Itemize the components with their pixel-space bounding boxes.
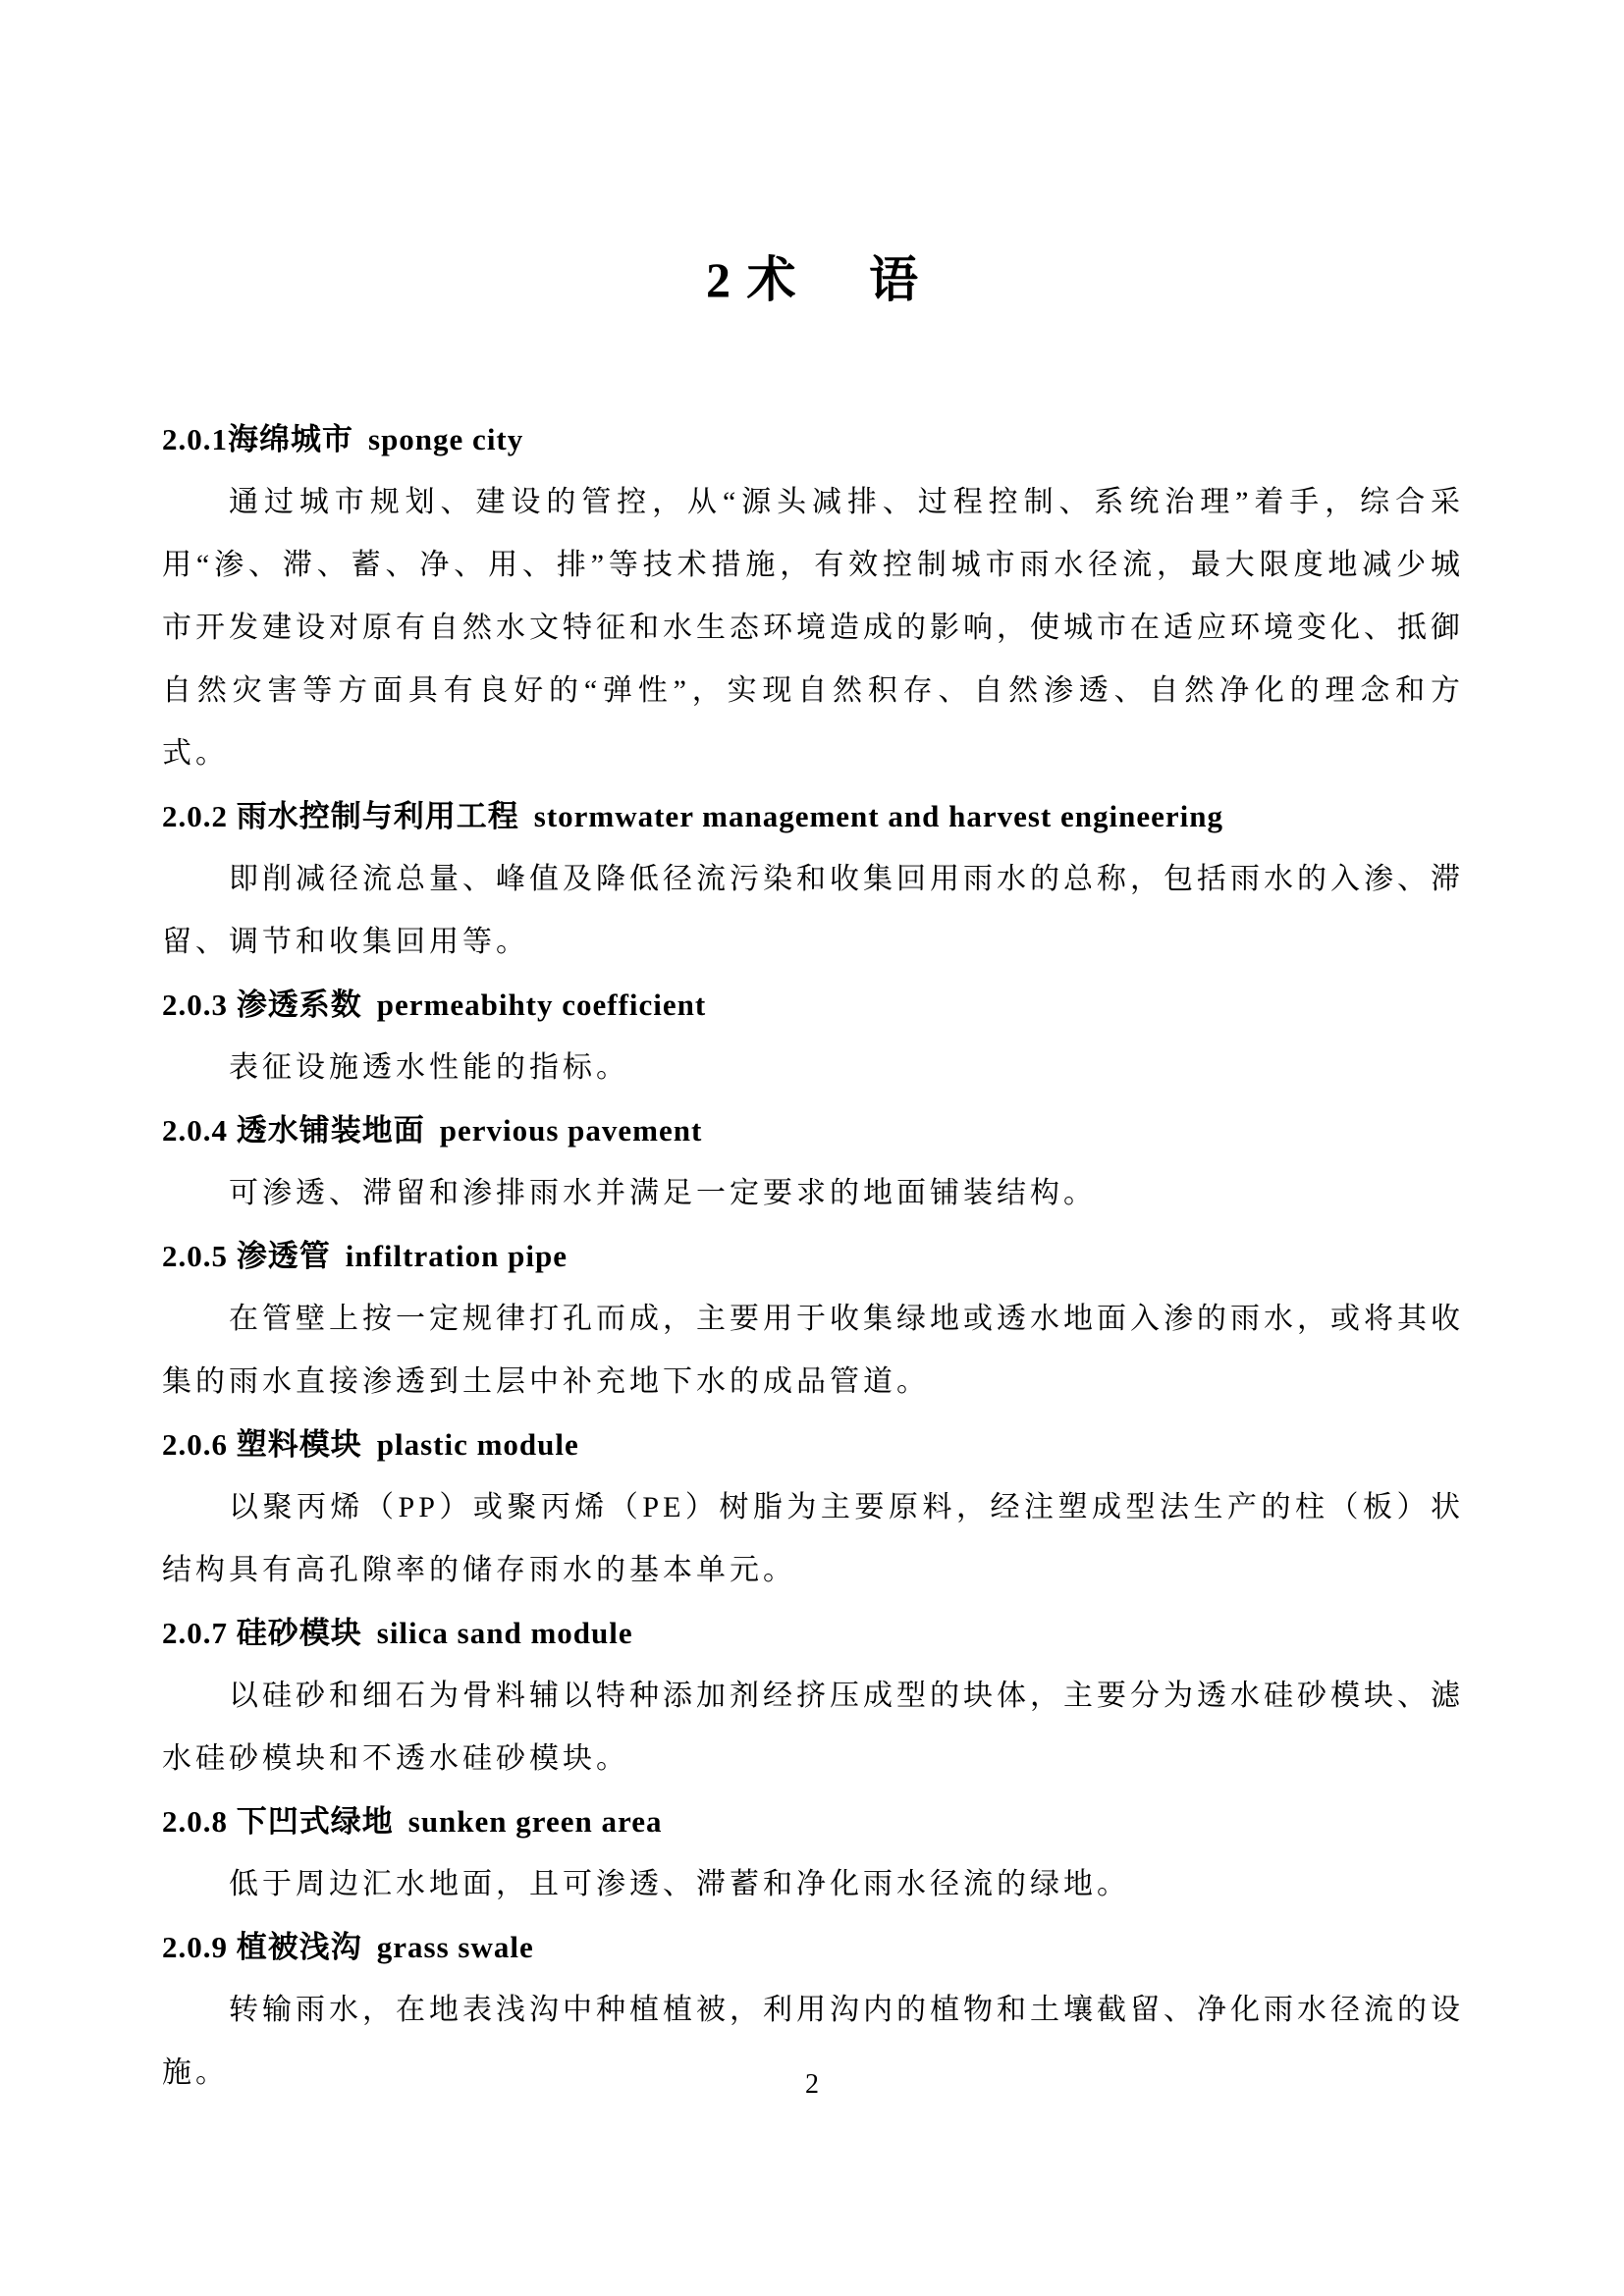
term-definition: 在管壁上按一定规律打孔而成，主要用于收集绿地或透水地面入渗的雨水，或将其收集的雨水直接渗透到土层中补充地下水的成品管道。 (162, 1303, 1464, 1398)
term-english: silica sand module (376, 1616, 633, 1650)
term-heading (162, 1099, 1464, 1162)
term-english: plastic module (376, 1427, 579, 1462)
term-definition: 以聚丙烯（PP）或聚丙烯（PE）树脂为主要原料，经注塑成型法生产的柱（板）状结构具有高孔隙率的储存雨水的基本单元。 (162, 1491, 1464, 1586)
term-definition: 可渗透、滞留和渗排雨水并满足一定要求的地面铺装结构。 (229, 1177, 1097, 1209)
term-entry-2-0-6 (162, 1414, 1464, 1602)
term-definition: 表征设施透水性能的指标。 (229, 1051, 629, 1084)
term-english: sponge city (368, 422, 524, 456)
term-entry-2-0-2 (162, 785, 1464, 974)
term-number-and-chinese: 2.0.2 雨水控制与利用工程 (162, 799, 519, 833)
term-english: grass swale (376, 1930, 534, 1964)
term-entry-2-0-4 (162, 1099, 1464, 1225)
term-number-and-chinese: 2.0.6 塑料模块 (162, 1427, 362, 1462)
term-entry-2-0-8 (162, 1790, 1464, 1916)
term-english: infiltration pipe (345, 1239, 568, 1273)
term-number-and-chinese: 2.0.7 硅砂模块 (162, 1616, 362, 1650)
term-english: sunken green area (407, 1804, 663, 1839)
term-english: stormwater management and harvest engineering (533, 799, 1223, 833)
term-heading (162, 1790, 1464, 1853)
chapter-title: 2 术 语 (706, 252, 920, 307)
term-definition: 转输雨水，在地表浅沟中种植植被，利用沟内的植物和土壤截留、净化雨水径流的设施。 (162, 1994, 1464, 2089)
term-definition: 低于周边汇水地面，且可渗透、滞蓄和净化雨水径流的绿地。 (229, 1868, 1130, 1900)
term-definition: 通过城市规划、建设的管控，从“源头减排、过程控制、系统治理”着手，综合采用“渗、滞、蓄、净、用、排”等技术措施，有效控制城市雨水径流，最大限度地减少城市开发建设对原有自然水文特征和水生态环境造成的影响，使城市在适应环境变化、抵御自然灾害等方面具有良好的“弹性”，实现自然积存、自然渗透、自然净化的理念和方式。 (162, 486, 1464, 770)
term-number-and-chinese: 2.0.4 透水铺装地面 (162, 1113, 425, 1148)
term-heading (162, 1414, 1464, 1476)
document-content (162, 245, 1464, 2105)
term-number-and-chinese: 2.0.8 下凹式绿地 (162, 1804, 394, 1839)
term-english: permeabihty coefficient (376, 988, 707, 1022)
term-entry-2-0-1 (162, 408, 1464, 785)
term-heading (162, 1602, 1464, 1665)
term-heading (162, 785, 1464, 848)
term-heading (162, 1916, 1464, 1979)
term-entry-2-0-3 (162, 974, 1464, 1099)
term-heading (162, 974, 1464, 1037)
term-heading (162, 1225, 1464, 1288)
term-english: pervious pavement (439, 1113, 703, 1148)
term-number-and-chinese: 2.0.9 植被浅沟 (162, 1930, 362, 1964)
term-entry-2-0-5 (162, 1225, 1464, 1414)
term-number-and-chinese: 2.0.5 渗透管 (162, 1239, 331, 1273)
term-definition: 以硅砂和细石为骨料辅以特种添加剂经挤压成型的块体，主要分为透水硅砂模块、滤水硅砂模块和不透水硅砂模块。 (162, 1680, 1464, 1775)
term-heading (162, 408, 1464, 471)
term-number-and-chinese: 2.0.1海绵城市 (162, 422, 353, 456)
term-number-and-chinese: 2.0.3 渗透系数 (162, 988, 362, 1022)
term-entry-2-0-7 (162, 1602, 1464, 1790)
term-definition: 即削减径流总量、峰值及降低径流污染和收集回用雨水的总称，包括雨水的入渗、滞留、调节和收集回用等。 (162, 863, 1464, 958)
page-number: 2 (805, 2069, 819, 2100)
